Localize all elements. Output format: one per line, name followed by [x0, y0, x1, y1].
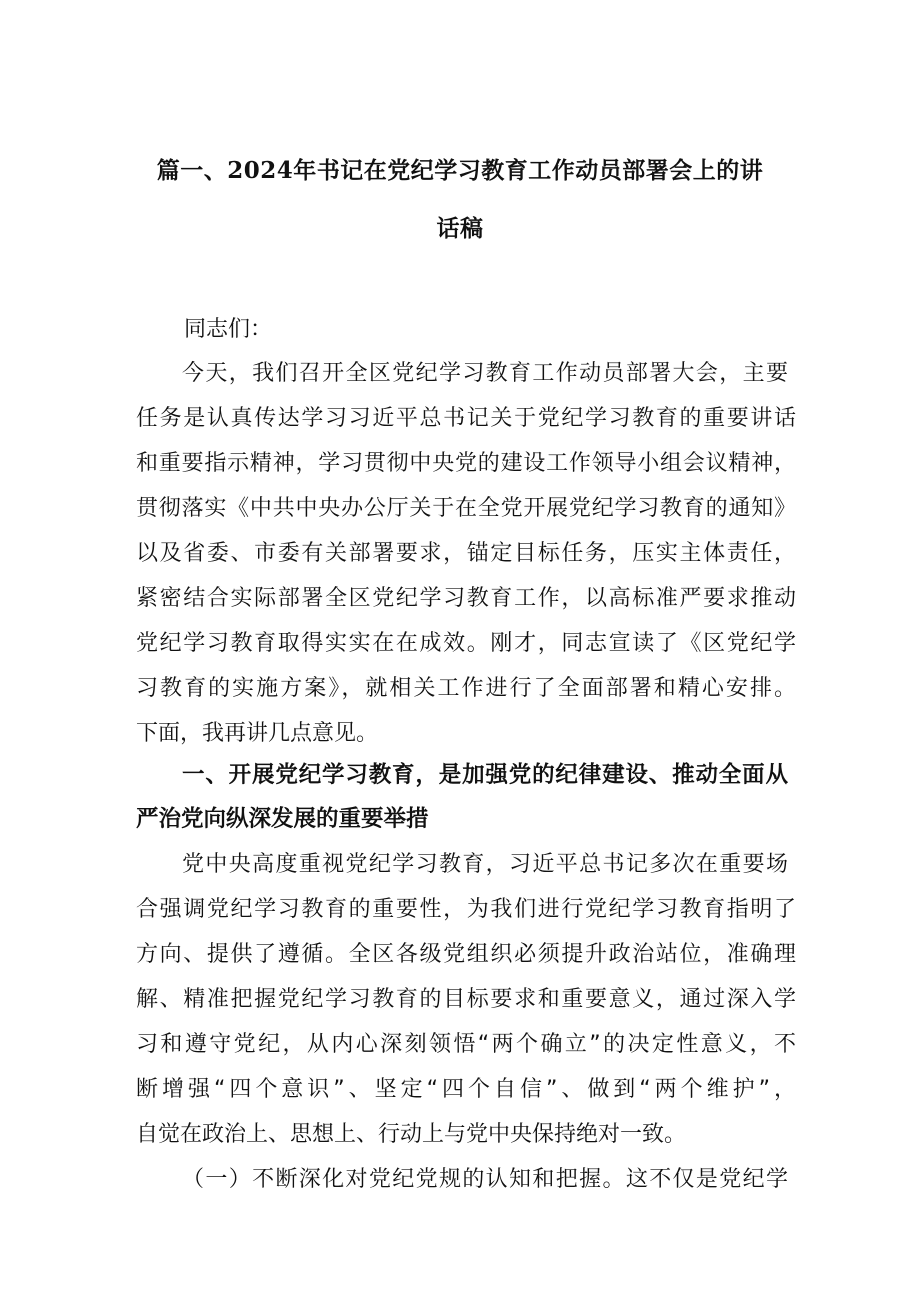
paragraph-3-line: （一）不断深化对党纪党规的认知和把握。这不仅是党纪学 — [182, 1167, 788, 1192]
greeting: 同志们： — [184, 317, 273, 342]
paragraph-1-line: 和重要指示精神，学习贯彻中央党的建设工作领导小组会议精神， — [136, 451, 796, 476]
paragraph-2-line: 自觉在政治上、思想上、行动上与党中央保持绝对一致。 — [136, 1122, 687, 1147]
paragraph-1-line: 今天，我们召开全区党纪学习教育工作动员部署大会，主要 — [182, 361, 788, 386]
paragraph-1-line: 任务是认真传达学习习近平总书记关于党纪学习教育的重要讲话 — [136, 406, 796, 431]
section-heading-line: 一、开展党纪学习教育，是加强党的纪律建设、推动全面从 — [182, 762, 788, 788]
paragraph-2-line: 合强调党纪学习教育的重要性，为我们进行党纪学习教育指明了 — [136, 897, 796, 922]
paragraph-1-line: 党纪学习教育取得实实在在成效。刚才，同志宣读了《区党纪学 — [136, 631, 796, 656]
paragraph-1-line: 贯彻落实《中共中央办公厅关于在全党开展党纪学习教育的通知》 — [136, 496, 796, 521]
section-heading-line: 严治党向纵深发展的重要举措 — [136, 806, 429, 832]
paragraph-2-line: 解、精准把握党纪学习教育的目标要求和重要意义，通过深入学 — [136, 987, 796, 1012]
document-title-line-1: 篇一、2024年书记在党纪学习教育工作动员部署会上的讲 — [156, 157, 764, 184]
paragraph-1-line: 习教育的实施方案》，就相关工作进行了全面部署和精心安排。 — [136, 676, 796, 701]
paragraph-2-line: 方向、提供了遵循。全区各级党组织必须提升政治站位，准确理 — [136, 942, 796, 967]
paragraph-2-line: 断增强“四个意识”、坚定“四个自信”、做到“两个维护”， — [136, 1077, 796, 1102]
paragraph-2-line: 习和遵守党纪，从内心深刻领悟“两个确立”的决定性意义，不 — [136, 1032, 796, 1057]
paragraph-1-line: 下面，我再讲几点意见。 — [136, 721, 379, 746]
document-title-line-2: 话稿 — [436, 215, 484, 242]
paragraph-1-line: 紧密结合实际部署全区党纪学习教育工作，以高标准严要求推动 — [136, 586, 796, 611]
paragraph-2-line: 党中央高度重视党纪学习教育，习近平总书记多次在重要场 — [182, 852, 788, 877]
paragraph-1-line: 以及省委、市委有关部署要求，锚定目标任务，压实主体责任， — [136, 541, 796, 566]
